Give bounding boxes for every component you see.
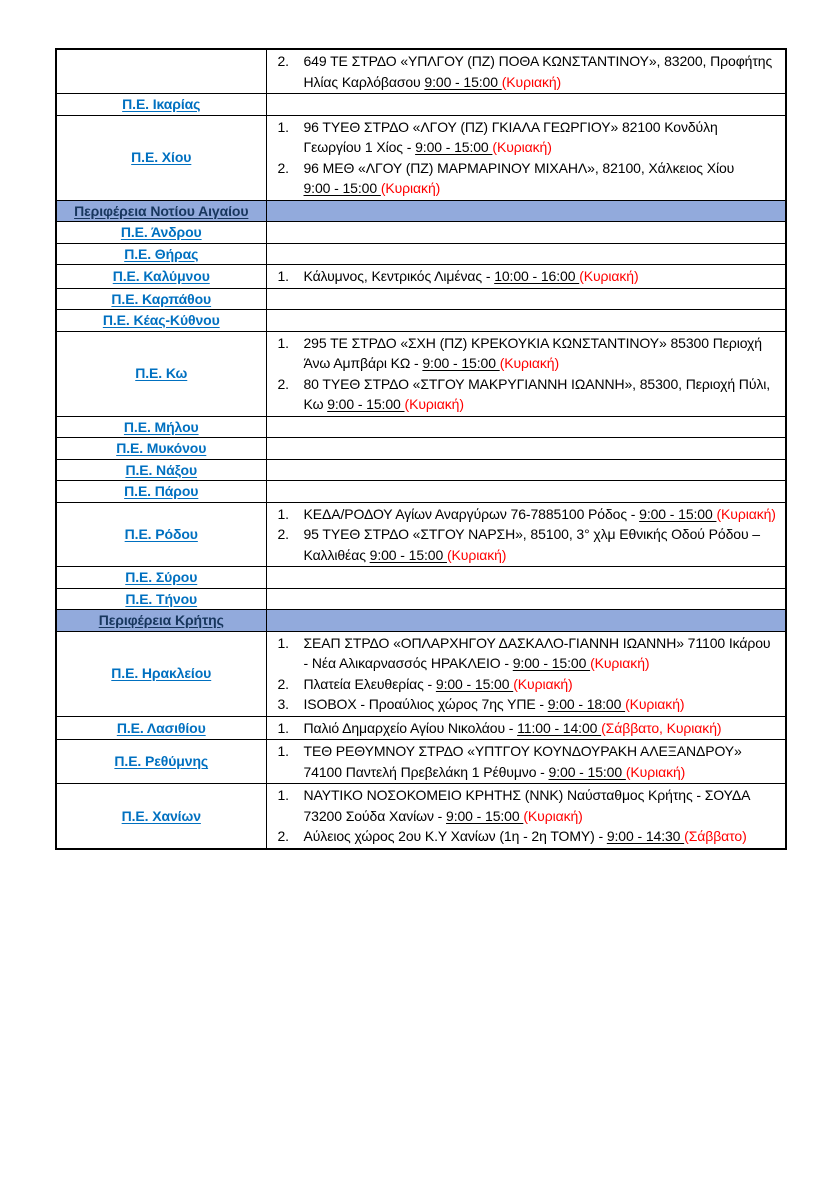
- location-text: 80 ΤΥΕΘ ΣΤΡΔΟ «ΣΤΓΟΥ ΜΑΚΡΥΓΙΑΝΝΗ ΙΩΑΝΝΗ», 85300, Περιοχή Πύλι, Κω: [303, 375, 771, 412]
- locations-cell: [266, 481, 786, 503]
- location-days: (Κυριακή): [590, 655, 650, 671]
- location-text: ΤΕΘ ΡΕΘΥΜΝΟΥ ΣΤΡΔΟ «ΥΠΤΓΟΥ ΚΟΥΝΔΟΥΡΑΚΗ ΑΛΕΞΑΝΔΡΟΥ» 74100 Παντελή Πρεβελάκη 1 Ρέθυμνο -: [303, 743, 742, 780]
- location-entry: [304, 333, 778, 374]
- table-row: [56, 94, 786, 116]
- region-link[interactable]: Π.Ε. Νάξου: [125, 461, 198, 478]
- region-label-cell: [56, 310, 266, 332]
- location-entry: [304, 718, 778, 739]
- table-row: [56, 331, 786, 416]
- locations-cell: [266, 243, 786, 265]
- region-link[interactable]: Π.Ε. Ρόδου: [124, 526, 198, 542]
- region-label-cell: [56, 200, 266, 222]
- location-hours: 9:00 - 15:00: [327, 396, 405, 412]
- location-days: (Κυριακή): [380, 180, 441, 196]
- table-row: [56, 222, 786, 244]
- table-row: [56, 459, 786, 481]
- location-hours: 9:00 - 15:00: [435, 675, 514, 692]
- region-label-cell: [56, 502, 266, 567]
- location-days: (Κυριακή): [501, 73, 562, 90]
- location-days: (Κυριακή): [404, 396, 464, 412]
- location-item: [278, 524, 778, 565]
- region-label-cell: [56, 243, 266, 265]
- location-text: 295 ΤΕ ΣΤΡΔΟ «ΣΧΗ (ΠΖ) ΚΡΕΚΟΥΚΙΑ ΚΩΝΣΤΑΝΤΙΝΟΥ» 85300 Περιοχή Άνω Αμπβάρι ΚΩ -: [303, 334, 762, 371]
- table-row: [56, 631, 786, 716]
- location-text: 649 ΤΕ ΣΤΡΔΟ «ΥΠΛΓΟΥ (ΠΖ) ΠΟΘΑ ΚΩΝΣΤΑΝΤΙΝΟΥ», 83200, Προφήτης Ηλίας Καρλόβασου: [303, 53, 773, 90]
- item-number: 1.: [277, 719, 289, 736]
- location-hours: 9:00 - 15:00: [369, 546, 447, 563]
- location-hours: 9:00 - 15:00: [303, 180, 381, 196]
- location-days: (Κυριακή): [523, 807, 583, 824]
- location-text: 96 ΜΕΘ «ΛΓΟΥ (ΠΖ) ΜΑΡΜΑΡΙΝΟΥ ΜΙΧΑΗΛ», 82100, Χάλκειος Χίου: [303, 159, 735, 176]
- location-days: (Κυριακή): [513, 675, 573, 692]
- item-number: 1.: [277, 743, 289, 759]
- location-item: [278, 633, 778, 674]
- location-text: Παλιό Δημαρχείο Αγίου Νικολάου -: [303, 719, 518, 736]
- location-item: [278, 718, 778, 739]
- region-label-cell: [56, 716, 266, 740]
- region-label-cell: [56, 49, 266, 94]
- location-text: Κάλυμνος, Κεντρικός Λιμένας -: [303, 268, 495, 284]
- item-number: 3.: [277, 696, 289, 712]
- location-hours: 9:00 - 15:00: [446, 807, 524, 824]
- item-number: 2.: [277, 159, 289, 176]
- region-link[interactable]: Π.Ε. Καλύμνου: [112, 268, 210, 284]
- locations-cell: [266, 716, 786, 740]
- region-label-cell: [56, 222, 266, 244]
- location-entry: [304, 785, 778, 826]
- item-number: 1.: [277, 334, 289, 351]
- location-entry: [304, 633, 778, 674]
- location-text: ΣΕΑΠ ΣΤΡΔΟ «ΟΠΛΑΡΧΗΓΟΥ ΔΑΣΚΑΛΟ-ΓΙΑΝΝΗ ΙΩΑΝΝΗ» 71100 Ικάρου - Νέα Αλικαρνασσός ΗΡΑΚΛΕΙΟ -: [303, 634, 771, 671]
- location-text: Πλατεία Ελευθερίας -: [303, 675, 436, 692]
- table-row: [56, 784, 786, 849]
- location-entry: [304, 266, 778, 287]
- location-days: (Κυριακή): [499, 355, 560, 371]
- location-hours: 9:00 - 15:00: [415, 139, 493, 155]
- item-number: 2.: [277, 526, 289, 542]
- locations-cell: [266, 115, 786, 200]
- region-link[interactable]: Π.Ε. Σύρου: [125, 569, 198, 585]
- location-item: [278, 158, 778, 199]
- location-item: [278, 785, 778, 826]
- locations-cell: [266, 784, 786, 849]
- locations-cell: [266, 331, 786, 416]
- region-label-cell: [56, 265, 266, 289]
- region-link[interactable]: Π.Ε. Άνδρου: [120, 224, 202, 240]
- location-item: [278, 694, 778, 715]
- location-days: (Κυριακή): [716, 505, 776, 522]
- table-row: [56, 288, 786, 310]
- region-link[interactable]: Π.Ε. Ικαρίας: [122, 96, 201, 112]
- location-text: 95 ΤΥΕΘ ΣΤΡΔΟ «ΣΤΓΟΥ ΝΑΡΣΗ», 85100, 3° χλμ Εθνικής Οδού Ρόδου – Καλλιθέας: [303, 526, 760, 563]
- table-row: [56, 200, 786, 222]
- table-row: [56, 588, 786, 610]
- item-number: 1.: [277, 787, 289, 803]
- locations-cell: [266, 416, 786, 438]
- locations-cell: [266, 567, 786, 589]
- location-item: [278, 504, 778, 525]
- location-hours: 9:00 - 15:00: [639, 505, 717, 522]
- item-number: 2.: [277, 675, 289, 692]
- table-row: [56, 502, 786, 567]
- locations-cell: [266, 310, 786, 332]
- location-entry: [304, 694, 778, 715]
- region-link[interactable]: Π.Ε. Θήρας: [124, 245, 199, 262]
- location-item: [278, 674, 778, 695]
- item-number: 2.: [277, 53, 289, 69]
- location-item: [278, 266, 778, 287]
- region-link[interactable]: Π.Ε. Καρπάθου: [111, 290, 212, 307]
- locations-cell: [266, 459, 786, 481]
- table-row: [56, 610, 786, 632]
- location-item: [278, 826, 778, 847]
- region-label-cell: [56, 610, 266, 632]
- region-label-cell: [56, 740, 266, 784]
- region-link[interactable]: Π.Ε. Κω: [135, 365, 188, 382]
- region-label-cell: [56, 288, 266, 310]
- location-days: (Σάββατο, Κυριακή): [601, 719, 722, 736]
- region-link[interactable]: Π.Ε. Ρεθύμνης: [114, 753, 209, 770]
- location-hours: 9:00 - 15:00: [422, 355, 500, 371]
- region-label-cell: [56, 94, 266, 116]
- locations-cell: [266, 49, 786, 94]
- item-number: 1.: [277, 118, 289, 135]
- item-number: 2.: [277, 828, 289, 844]
- location-entry: [304, 524, 778, 565]
- table-row: [56, 115, 786, 200]
- location-text: ΚΕΔΑ/ΡΟΔΟΥ Αγίων Αναργύρων 76-7885100 Ρόδος -: [303, 505, 640, 522]
- region-label-cell: [56, 416, 266, 438]
- locations-cell: [266, 265, 786, 289]
- region-link[interactable]: Π.Ε. Χίου: [131, 149, 192, 166]
- location-entry: [304, 51, 778, 92]
- table-row: [56, 481, 786, 503]
- location-entry: [304, 826, 778, 847]
- table-row: [56, 265, 786, 289]
- location-entry: [304, 741, 778, 782]
- locations-cell: [266, 438, 786, 460]
- locations-cell: [266, 740, 786, 784]
- region-label-cell: [56, 481, 266, 503]
- table-row: [56, 310, 786, 332]
- item-number: 1.: [277, 634, 289, 651]
- item-number: 1.: [277, 505, 289, 522]
- locations-cell: [266, 288, 786, 310]
- location-item: [278, 51, 778, 92]
- location-hours: 11:00 - 14:00: [517, 719, 602, 736]
- location-item: [278, 741, 778, 782]
- location-text: Αύλειος χώρος 2ου Κ.Υ Χανίων (1η - 2η ΤΟΜΥ) -: [303, 828, 607, 844]
- locations-cell: [266, 631, 786, 716]
- location-hours: 9:00 - 18:00: [547, 696, 626, 712]
- table-row: [56, 438, 786, 460]
- location-entry: [304, 117, 778, 158]
- table-row: [56, 567, 786, 589]
- region-link[interactable]: Π.Ε. Ηρακλείου: [111, 665, 212, 682]
- region-label-cell: [56, 631, 266, 716]
- region-link[interactable]: Π.Ε. Πάρου: [124, 483, 199, 499]
- locations-cell: [266, 222, 786, 244]
- location-entry: [304, 674, 778, 695]
- location-days: (Κυριακή): [492, 139, 552, 155]
- table-row: [56, 740, 786, 784]
- location-hours: 9:00 - 15:00: [512, 655, 591, 671]
- table-row: [56, 716, 786, 740]
- region-link[interactable]: Π.Ε. Κέας-Κύθνου: [102, 312, 220, 328]
- region-label-cell: [56, 459, 266, 481]
- location-days: (Κυριακή): [625, 763, 686, 780]
- location-days: (Κυριακή): [625, 696, 685, 712]
- regions-availability-table: [55, 48, 787, 850]
- locations-cell: [266, 502, 786, 567]
- location-hours: 9:00 - 14:30: [606, 828, 685, 844]
- region-label-cell: [56, 115, 266, 200]
- region-link[interactable]: Π.Ε. Χανίων: [121, 807, 201, 824]
- region-header-label: Περιφέρεια Νοτίου Αιγαίου: [74, 202, 249, 219]
- location-item: [278, 333, 778, 374]
- location-hours: 10:00 - 16:00: [494, 268, 580, 284]
- region-label-cell: [56, 438, 266, 460]
- location-text: 96 ΤΥΕΘ ΣΤΡΔΟ «ΛΓΟΥ (ΠΖ) ΓΚΙΑΛΑ ΓΕΩΡΓΙΟΥ» 82100 Κονδύλη Γεωργίου 1 Χίος -: [303, 118, 718, 155]
- region-link[interactable]: Π.Ε. Λασιθίου: [116, 719, 206, 736]
- locations-cell: [266, 610, 786, 632]
- region-label-cell: [56, 331, 266, 416]
- locations-cell: [266, 94, 786, 116]
- region-label-cell: [56, 588, 266, 610]
- table-row: [56, 49, 786, 94]
- locations-cell: [266, 588, 786, 610]
- location-days: (Κυριακή): [446, 546, 507, 563]
- region-link[interactable]: Π.Ε. Μυκόνου: [116, 440, 207, 456]
- location-item: [278, 117, 778, 158]
- table-row: [56, 243, 786, 265]
- table-row: [56, 416, 786, 438]
- region-link[interactable]: Π.Ε. Τήνου: [125, 590, 198, 607]
- location-entry: [304, 158, 778, 199]
- location-text: ISOBOX - Προαύλιος χώρος 7ης ΥΠΕ -: [303, 696, 548, 712]
- item-number: 2.: [277, 375, 289, 392]
- region-label-cell: [56, 567, 266, 589]
- location-item: [278, 374, 778, 415]
- location-days: (Σάββατο): [684, 828, 747, 844]
- locations-cell: [266, 200, 786, 222]
- location-days: (Κυριακή): [579, 268, 639, 284]
- item-number: 1.: [277, 268, 289, 284]
- region-header-label: Περιφέρεια Κρήτης: [98, 612, 224, 628]
- location-hours: 9:00 - 15:00: [424, 73, 502, 90]
- location-entry: [304, 504, 778, 525]
- location-text: ΝΑΥΤΙΚΟ ΝΟΣΟΚΟΜΕΙΟ ΚΡΗΤΗΣ (ΝΝΚ) Ναύσταθμος Κρήτης - ΣΟΥΔΑ 73200 Σούδα Χανίων -: [303, 787, 750, 824]
- location-hours: 9:00 - 15:00: [548, 763, 626, 780]
- location-entry: [304, 374, 778, 415]
- region-link[interactable]: Π.Ε. Μήλου: [123, 418, 199, 435]
- region-label-cell: [56, 784, 266, 849]
